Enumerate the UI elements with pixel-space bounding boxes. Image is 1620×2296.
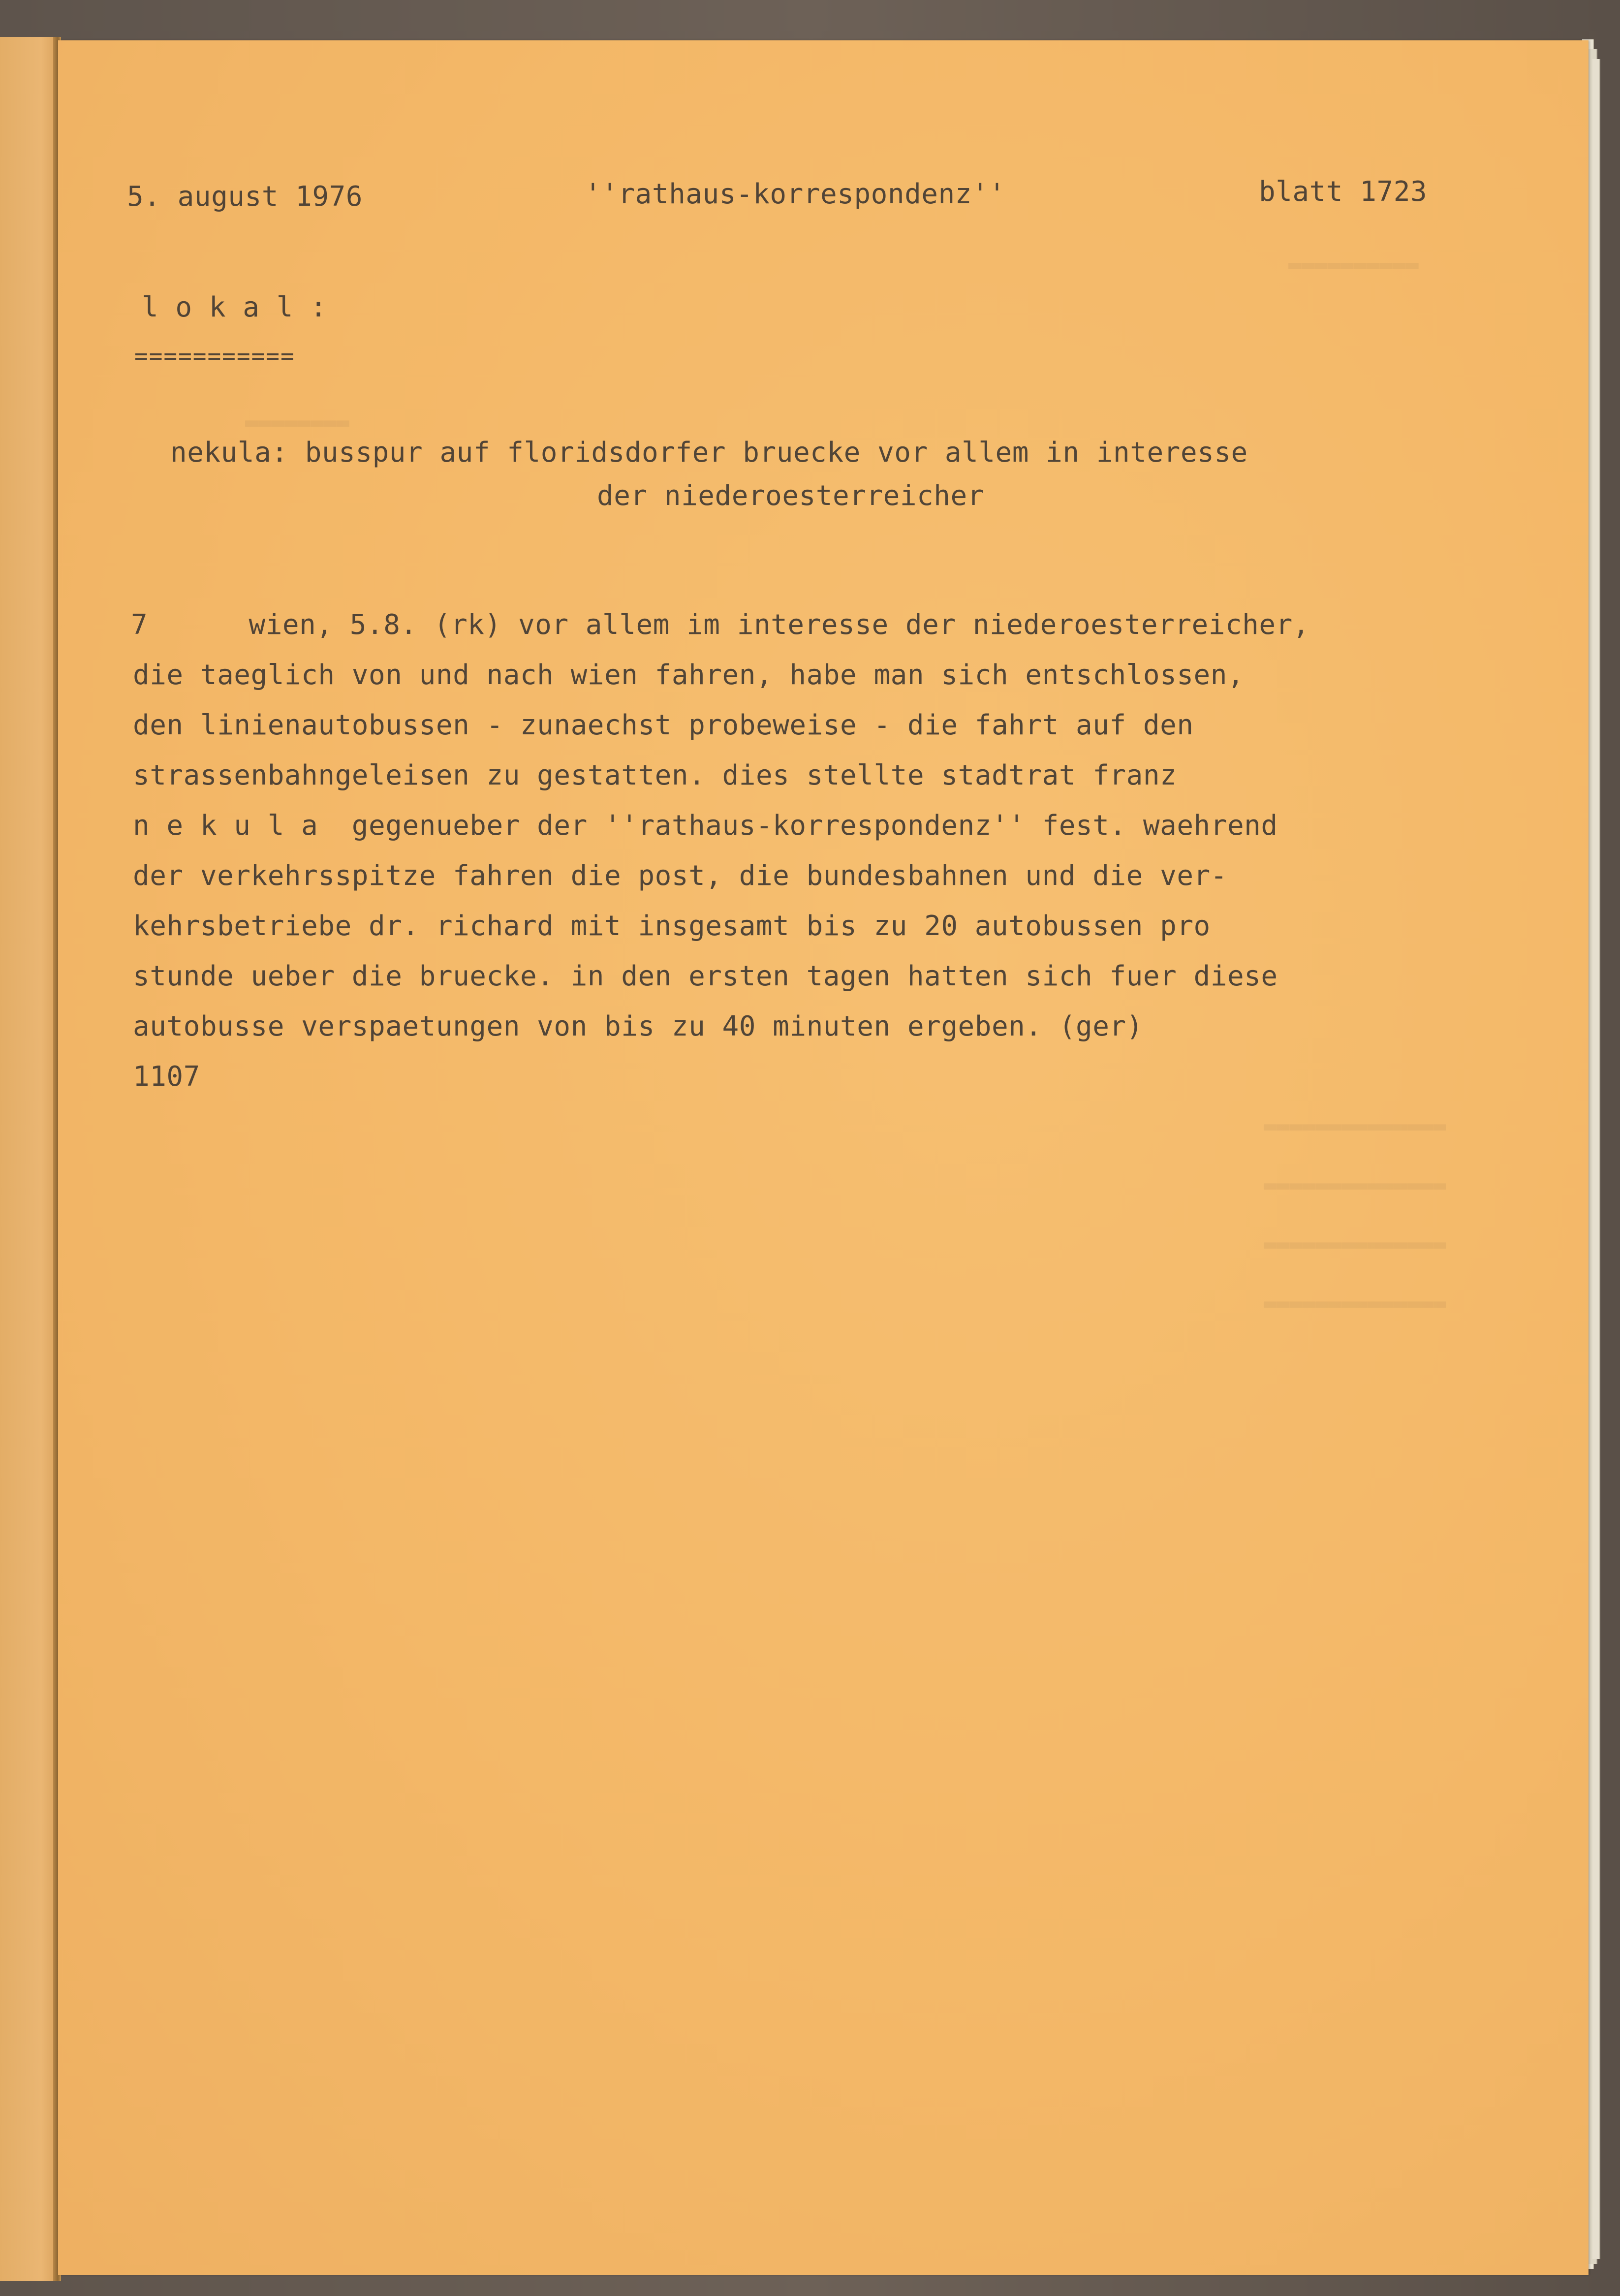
previous-page-edge (0, 37, 59, 2281)
article-line: 7 wien, 5.8. (rk) vor allem im interesse der niederoesterreicher, (131, 609, 1310, 641)
show-through-text: ▬▬▬▬▬▬▬▬▬▬▬▬▬▬ (1264, 1113, 1446, 1138)
article-line: die taeglich von und nach wien fahren, habe man sich entschlossen, (133, 659, 1245, 691)
show-through-text: ▬▬▬▬▬▬▬▬▬▬▬▬▬▬ (1264, 1172, 1446, 1197)
header-publication: ''rathaus-korrespondenz'' (585, 178, 1006, 210)
article-time-code: 1107 (133, 1061, 200, 1093)
show-through-text: ▬▬▬▬▬▬▬▬▬▬▬▬▬▬ (1264, 1231, 1446, 1257)
header-date: 5. august 1976 (127, 181, 363, 213)
show-through-text: ▬▬▬▬▬▬▬▬▬▬ (1288, 252, 1419, 277)
headline-line-1: nekula: busspur auf floridsdorfer bruecke vor allem in interesse (170, 437, 1248, 469)
article-line: kehrsbetriebe dr. richard mit insgesamt bis zu 20 autobussen pro (133, 910, 1211, 942)
article-line: autobusse verspaetungen von bis zu 40 minuten ergeben. (ger) (133, 1010, 1143, 1042)
show-through-text: ▬▬▬▬▬▬▬▬▬▬▬▬▬▬ (1264, 1290, 1446, 1316)
article-line: n e k u l a gegenueber der ''rathaus-korrespondenz'' fest. waehrend (133, 810, 1278, 842)
show-through-text: ▬▬▬▬▬▬▬▬ (245, 409, 349, 435)
header-sheet-number: blatt 1723 (1259, 176, 1428, 208)
headline-line-2: der niederoesterreicher (597, 480, 984, 512)
document-page (58, 40, 1589, 2275)
article-line: den linienautobussen - zunaechst probeweise - die fahrt auf den (133, 709, 1194, 741)
page-stack-edge (1592, 59, 1600, 2259)
article-line: der verkehrsspitze fahren die post, die bundesbahnen und die ver- (133, 860, 1227, 892)
article-line: stunde ueber die bruecke. in den ersten tagen hatten sich fuer diese (133, 960, 1278, 992)
article-line: strassenbahngeleisen zu gestatten. dies stellte stadtrat franz (133, 759, 1177, 791)
section-label: l o k a l : (142, 291, 327, 323)
section-underline: =========== (134, 343, 295, 369)
